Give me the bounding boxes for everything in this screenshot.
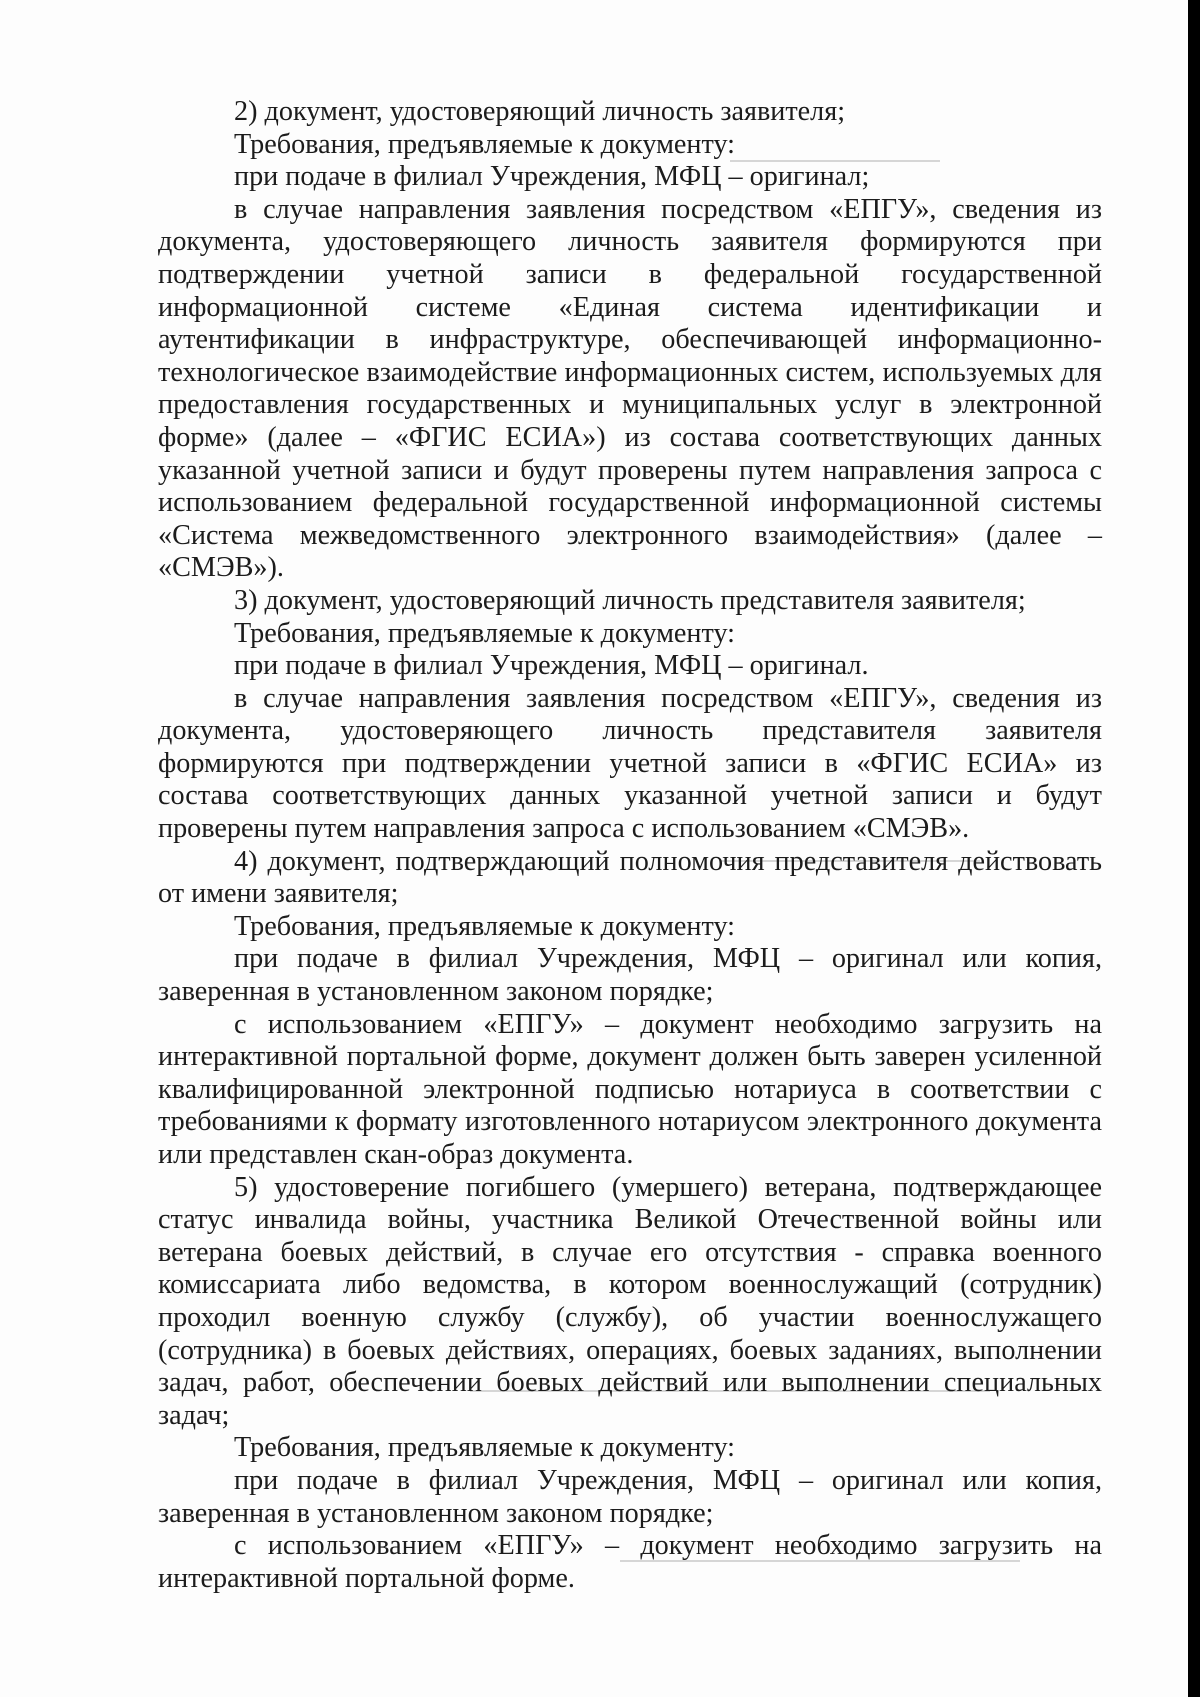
paragraph-item-4: 4) документ, подтверждающий полномочия представителя действовать от имени заявителя;	[158, 845, 1102, 910]
paragraph: при подаче в филиал Учреждения, МФЦ – оригинал.	[234, 650, 869, 682]
requirements-heading: Требования, предъявляемые к документу:	[234, 1432, 736, 1464]
requirements-heading: Требования, предъявляемые к документу:	[234, 128, 736, 160]
paragraph: в случае направления заявления посредством «ЕПГУ», сведения из документа, удостоверяющего личность заявителя формируются при подтверждении учетной записи в федеральной государственной информационной системе «Единая система идентификации и аутентификации в инфраструктуре, обеспечивающей информационно-технологическое взаимодействие информационных систем, используемых для предоставления государственных и муниципальных услуг в электронной форме» (далее – «ФГИС ЕСИА») из состава соответствующих данных указанной учетной записи и будут проверены путем направления запроса с использованием федеральной государственной информационной системы «Система межведомственного электронного взаимодействия» (далее – «СМЭВ»).	[158, 193, 1102, 584]
paragraph: при подаче в филиал Учреждения, МФЦ – оригинал или копия, заверенная в установленном законом порядке;	[158, 1464, 1102, 1529]
scan-edge-shadow	[1188, 0, 1200, 1697]
paragraph-item-5: 5) удостоверение погибшего (умершего) ветерана, подтверждающее статус инвалида войны, участника Великой Отечественной войны или ветерана боевых действий, в случае его отсутствия - справка военного комиссариата либо ведомства, в котором военнослужащий (сотрудник) проходил военную службу (службу), об участии военнослужащего (сотрудника) в боевых действиях, операциях, боевых заданиях, выполнении задач, работ, обеспечении боевых действий или выполнении специальных задач;	[158, 1171, 1102, 1431]
paragraph: при подаче в филиал Учреждения, МФЦ – оригинал или копия, заверенная в установленном законом порядке;	[158, 943, 1102, 1008]
paragraph-item-2: 2) документ, удостоверяющий личность заявителя;	[234, 96, 846, 127]
requirements-heading: Требования, предъявляемые к документу:	[234, 617, 736, 649]
paragraph: с использованием «ЕПГУ» – документ необходимо загрузить на интерактивной портальной форме.	[158, 1530, 1102, 1594]
document-body	[158, 96, 1102, 1595]
paragraph-item-3: 3) документ, удостоверяющий личность представителя заявителя;	[234, 584, 1026, 616]
paragraph: при подаче в филиал Учреждения, МФЦ – оригинал;	[234, 161, 870, 193]
requirements-heading: Требования, предъявляемые к документу:	[234, 910, 736, 942]
paragraph: в случае направления заявления посредством «ЕПГУ», сведения из документа, удостоверяющего личность представителя заявителя формируются при подтверждении учетной записи в «ФГИС ЕСИА» из состава соответствующих данных указанной учетной записи и будут проверены путем направления запроса с использованием «СМЭВ».	[158, 682, 1102, 845]
paragraph: с использованием «ЕПГУ» – документ необходимо загрузить на интерактивной портальной форме, документ должен быть заверен усиленной квалифицированной электронной подписью нотариуса в соответствии с требованиями к формату изготовленного нотариусом электронного документа или представлен скан-образ документа.	[158, 1008, 1102, 1170]
